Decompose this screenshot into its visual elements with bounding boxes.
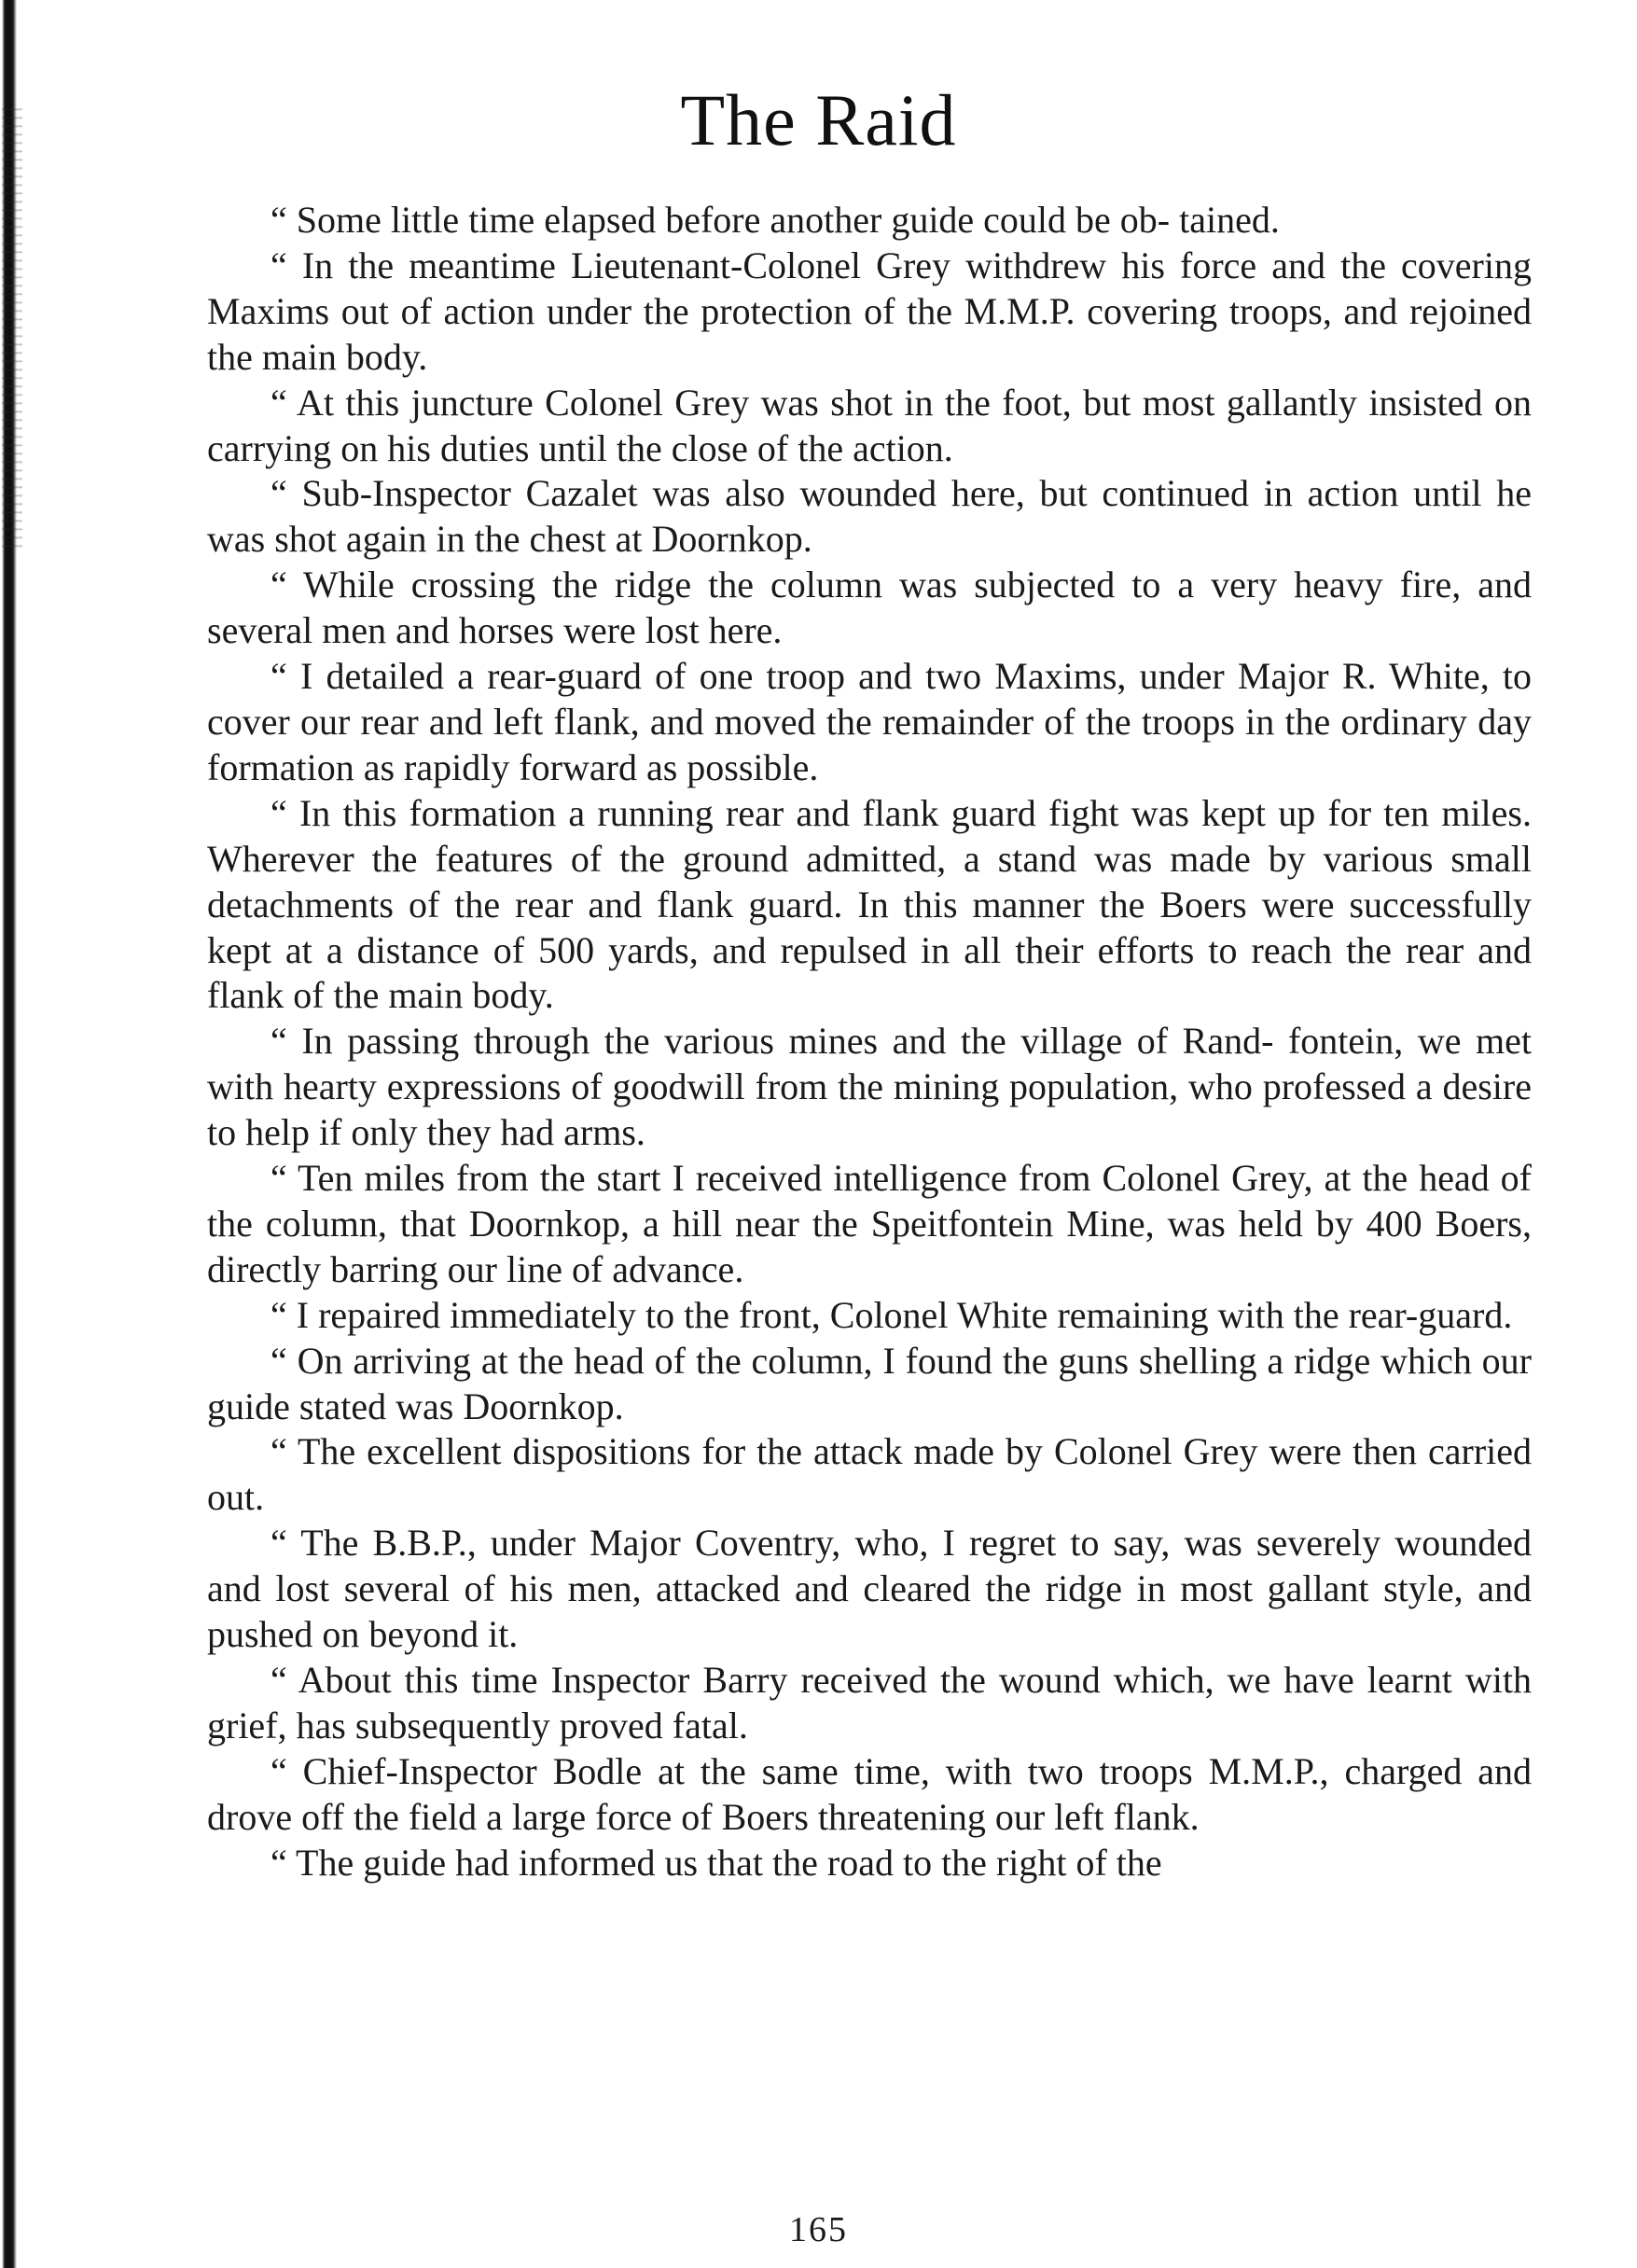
paragraph: “ About this time Inspector Barry received the wound which, we have learnt with grief, has subsequently proved fatal. [207,1659,1532,1746]
body-text [207,198,1532,1886]
page-number: 165 [789,2210,848,2249]
paragraph: “ Some little time elapsed before another guide could be ob- tained. [271,199,1280,241]
paragraph: “ I detailed a rear-guard of one troop and two Maxims, under Major R. White, to cover our rear and left flank, and moved the remainder of the troops in the ordinary day formation as rapidly forward as possible. [207,655,1532,788]
paragraph: “ Ten miles from the start I received intelligence from Colonel Grey, at the head of the column, that Doornkop, a hill near the Speitfontein Mine, was held by 400 Boers, directly barring our line of advance. [207,1157,1532,1290]
running-head: The Raid [680,79,957,160]
paragraph: “ In the meantime Lieutenant-Colonel Grey withdrew his force and the covering Maxims out of action under the protection of the M.M.P. covering troops, and rejoined the main body. [207,243,1532,378]
binding-speckle [2,103,22,550]
paragraph: “ Sub-Inspector Cazalet was also wounded here, but continued in action until he was shot again in the chest at Doornkop. [207,472,1532,561]
binding-edge [0,0,24,2268]
paragraph: “ The excellent dispositions for the attack made by Colonel Grey were then carried out. [207,1430,1532,1519]
paragraph: “ In this formation a running rear and flank guard fight was kept up for ten miles. Wherever the features of the ground admitted, a stand was made by various small detachments of the rear and flank guard. In this manner the Boers were successfully kept at a distance of 500 yards, and repulsed in all their efforts to reach the rear and flank of the main body. [207,791,1532,1017]
paragraph: “ In passing through the various mines and the village of Rand- fontein, we met with hearty expressions of goodwill from the mining population, who professed a desire to help if only they had arms. [207,1020,1532,1154]
paragraph: “ The guide had informed us that the road to the right of the [271,1841,1162,1884]
paragraph: “ The B.B.P., under Major Coventry, who, I regret to say, was severely wounded and lost several of his men, attacked and cleared the ridge in most gallant style, and pushed on beyond it. [207,1522,1532,1656]
paragraph: “ At this juncture Colonel Grey was shot in the foot, but most gallantly insisted on carrying on his duties until the close of the action. [207,381,1532,469]
paragraph: “ I repaired immediately to the front, Colonel White remaining with the rear-guard. [271,1293,1513,1336]
paragraph: “ Chief-Inspector Bodle at the same time, with two troops M.M.P., charged and drove off the field a large force of Boers threatening our left flank. [207,1749,1532,1838]
paragraph: “ While crossing the ridge the column was subjected to a very heavy fire, and several men and horses were lost here. [207,564,1532,652]
paragraph: “ On arriving at the head of the column, I found the guns shelling a ridge which our guide stated was Doornkop. [207,1339,1532,1427]
